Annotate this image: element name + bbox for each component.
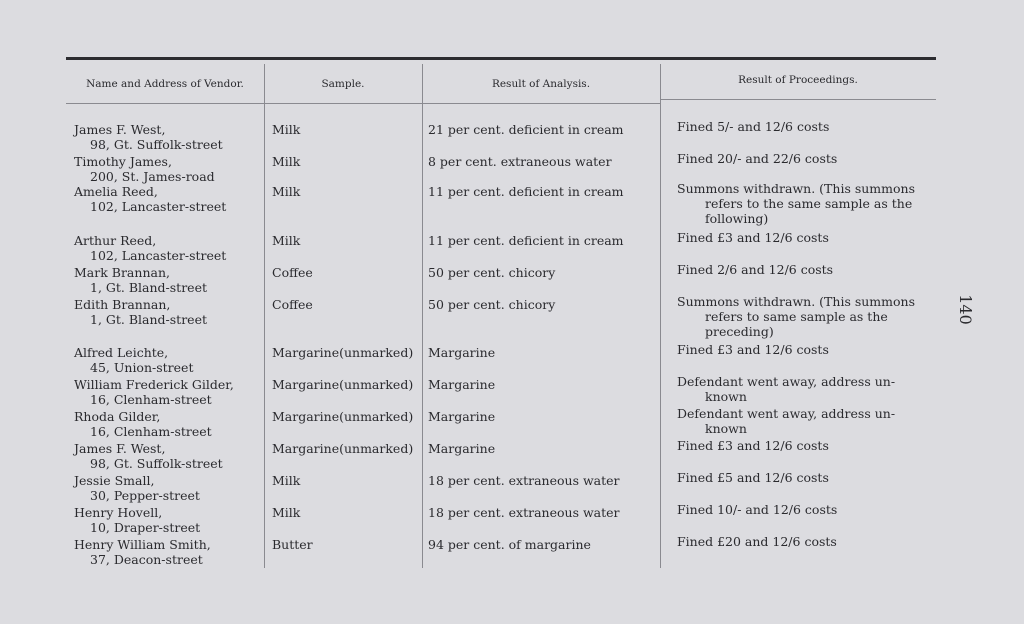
vendor-name: Mark Brannan, [74, 265, 170, 280]
vendor-name: Timothy James, [74, 154, 172, 169]
header-rule [66, 103, 422, 104]
vendor-name: Amelia Reed, [74, 184, 158, 199]
header-sample: Sample. [321, 78, 365, 90]
vendor-name: James F. West, [74, 122, 166, 137]
vendor-address: 30, Pepper-street [90, 488, 200, 503]
vendor-name: James F. West, [74, 441, 166, 456]
analysis-cell: 50 per cent. chicory [428, 297, 556, 312]
analysis-cell: 8 per cent. extraneous water [428, 154, 612, 169]
header-analysis: Result of Analysis. [491, 78, 591, 90]
proceedings-cell [677, 534, 937, 549]
sample-cell: Margarine(unmarked) [272, 345, 414, 360]
vendor-name: Alfred Leichte, [74, 345, 169, 360]
proceedings-line: Fined 2/6 and 12/6 costs [677, 262, 834, 277]
vendor-address: 102, Lancaster-street [90, 199, 227, 214]
analysis-cell: 11 per cent. deficient in cream [428, 233, 624, 248]
proceedings-line: following) [705, 211, 769, 226]
vendor-address: 1, Gt. Bland-street [90, 312, 207, 327]
proceedings-line: known [705, 389, 747, 404]
vendor-name: Henry William Smith, [74, 537, 211, 552]
column-divider [660, 64, 661, 568]
proceedings-line: Fined 20/- and 22/6 costs [677, 151, 838, 166]
proceedings-line: Summons withdrawn. (This summons [677, 181, 915, 196]
analysis-cell: Margarine [428, 441, 496, 456]
proceedings-cell [677, 406, 937, 436]
sample-cell: Milk [272, 233, 301, 248]
sample-cell: Butter [272, 537, 313, 552]
vendor-name: Edith Brannan, [74, 297, 171, 312]
analysis-cell: 94 per cent. of margarine [428, 537, 591, 552]
proceedings-line: refers to same sample as the [705, 309, 888, 324]
vendor-name: Arthur Reed, [74, 233, 157, 248]
analysis-cell: 18 per cent. extraneous water [428, 473, 620, 488]
analysis-cell: Margarine [428, 377, 496, 392]
sample-cell: Margarine(unmarked) [272, 441, 414, 456]
sample-cell: Coffee [272, 297, 313, 312]
vendor-address: 16, Clenham-street [90, 392, 212, 407]
analysis-cell: 18 per cent. extraneous water [428, 505, 620, 520]
proceedings-line: Defendant went away, address un- [677, 374, 896, 389]
proceedings-line: Fined £3 and 12/6 costs [677, 230, 829, 245]
proceedings-cell [677, 151, 937, 166]
proceedings-line: Fined £20 and 12/6 costs [677, 534, 837, 549]
analysis-cell: 11 per cent. deficient in cream [428, 184, 624, 199]
vendor-address: 98, Gt. Suffolk-street [90, 456, 223, 471]
proceedings-line: Defendant went away, address un- [677, 406, 896, 421]
sample-cell: Milk [272, 473, 301, 488]
sample-cell: Milk [272, 505, 301, 520]
proceedings-cell [677, 119, 937, 134]
proceedings-cell [677, 181, 937, 226]
analysis-cell: 50 per cent. chicory [428, 265, 556, 280]
proceedings-cell [677, 374, 937, 404]
sample-cell: Margarine(unmarked) [272, 409, 414, 424]
proceedings-line: refers to the same sample as the [705, 196, 913, 211]
vendor-name: Jessie Small, [74, 473, 155, 488]
top-rule [66, 57, 936, 60]
vendor-address: 10, Draper-street [90, 520, 201, 535]
proceedings-cell [677, 470, 937, 485]
column-divider [422, 64, 423, 568]
vendor-name: William Frederick Gilder, [74, 377, 234, 392]
proceedings-line: known [705, 421, 747, 436]
vendor-address: 16, Clenham-street [90, 424, 212, 439]
proceedings-line: Fined £5 and 12/6 costs [677, 470, 829, 485]
column-divider [264, 64, 265, 568]
vendor-address: 102, Lancaster-street [90, 248, 227, 263]
proceedings-cell [677, 294, 937, 339]
proceedings-cell [677, 502, 937, 517]
sample-cell: Milk [272, 184, 301, 199]
proceedings-cell [677, 342, 937, 357]
vendor-address: 98, Gt. Suffolk-street [90, 137, 223, 152]
vendor-address: 45, Union-street [90, 360, 194, 375]
proceedings-cell [677, 438, 937, 453]
sample-cell: Milk [272, 122, 301, 137]
sample-cell: Milk [272, 154, 301, 169]
vendor-address: 1, Gt. Bland-street [90, 280, 207, 295]
analysis-cell: Margarine [428, 345, 496, 360]
vendor-name: Henry Hovell, [74, 505, 163, 520]
page-number: 140 [955, 294, 975, 325]
header-vendor: Name and Address of Vendor. [86, 78, 244, 90]
proceedings-line: Fined 10/- and 12/6 costs [677, 502, 838, 517]
proceedings-line: Fined £3 and 12/6 costs [677, 342, 829, 357]
sample-cell: Margarine(unmarked) [272, 377, 414, 392]
proceedings-line: Fined 5/- and 12/6 costs [677, 119, 830, 134]
proceedings-cell [677, 230, 937, 245]
header-proceedings: Result of Proceedings. [738, 74, 858, 86]
vendor-name: Rhoda Gilder, [74, 409, 161, 424]
proceedings-cell [677, 262, 937, 277]
proceedings-line: preceding) [705, 324, 774, 339]
header-rule [422, 103, 660, 104]
vendor-address: 37, Deacon-street [90, 552, 203, 567]
analysis-cell: 21 per cent. deficient in cream [428, 122, 624, 137]
header-rule [660, 99, 936, 100]
vendor-address: 200, St. James-road [90, 169, 215, 184]
sample-cell: Coffee [272, 265, 313, 280]
analysis-cell: Margarine [428, 409, 496, 424]
proceedings-line: Fined £3 and 12/6 costs [677, 438, 829, 453]
proceedings-line: Summons withdrawn. (This summons [677, 294, 915, 309]
